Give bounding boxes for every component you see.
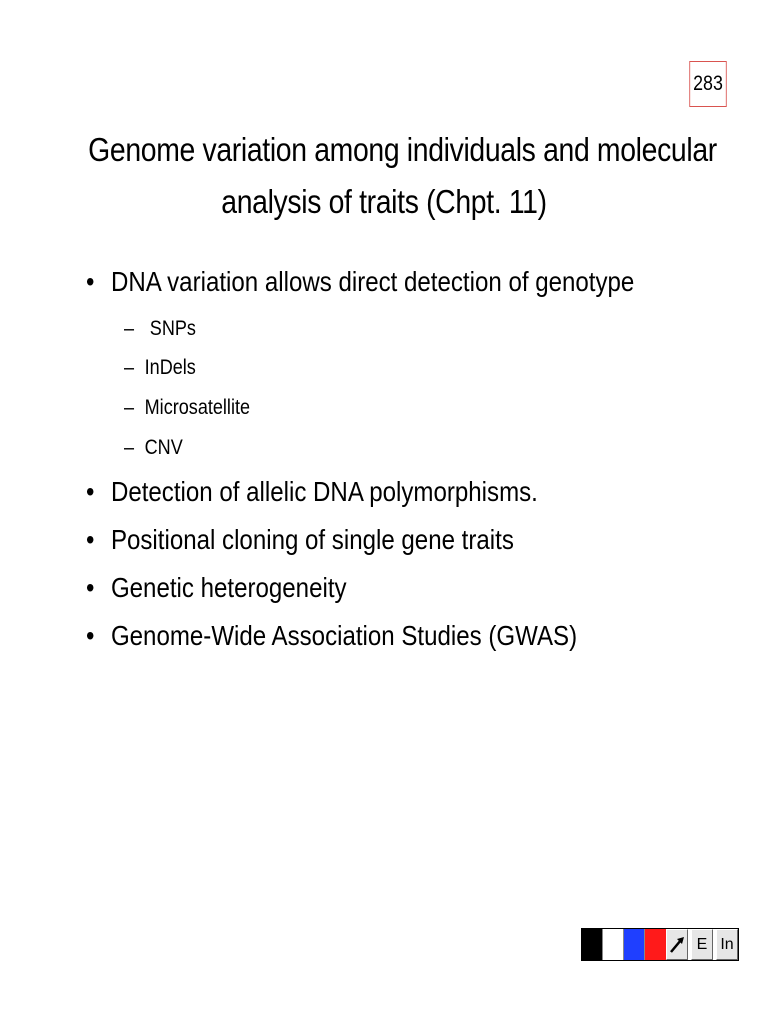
bullet-text: DNA variation allows direct detection of genotype [110, 266, 635, 297]
bullet-item [86, 266, 634, 298]
color-swatch-red[interactable] [645, 929, 666, 960]
color-swatch-black[interactable] [582, 929, 603, 960]
slide-title [40, 124, 728, 228]
sub-bullet-text: SNPs [149, 317, 196, 340]
pen-button[interactable] [666, 929, 688, 960]
color-swatch-blue[interactable] [624, 929, 645, 960]
bullet-glyph: • [86, 266, 95, 297]
bullet-glyph: • [86, 572, 95, 603]
title-line-1: Genome variation among individuals and molecular [88, 131, 717, 168]
sub-bullet-item [124, 317, 196, 341]
sub-bullet-item [124, 356, 196, 380]
sub-bullet-text: InDels [144, 356, 196, 379]
bullet-glyph: • [86, 476, 95, 507]
sub-bullet-glyph: – [124, 436, 135, 459]
bullet-text: Detection of allelic DNA polymorphisms. [110, 476, 538, 507]
sub-bullet-glyph: – [124, 317, 135, 340]
bullet-glyph: • [86, 620, 95, 651]
annotation-toolbar [581, 928, 739, 961]
sub-bullet-text: Microsatellite [144, 396, 251, 419]
sub-bullet-item [124, 436, 183, 460]
bullet-glyph: • [86, 524, 95, 555]
color-swatch-white[interactable] [603, 929, 624, 960]
slide-number: 283 [689, 61, 726, 107]
bullet-text: Genome-Wide Association Studies (GWAS) [110, 620, 578, 651]
sub-bullet-item [124, 396, 250, 420]
sub-bullet-glyph: – [124, 356, 135, 379]
bullet-item [86, 476, 538, 508]
bullet-item [86, 524, 514, 556]
eraser-button[interactable]: E [691, 929, 713, 960]
bullet-text: Positional cloning of single gene traits [110, 524, 514, 555]
title-line-2: analysis of traits (Chpt. 11) [221, 183, 547, 220]
sub-bullet-text: CNV [144, 436, 183, 459]
bullet-text: Genetic heterogeneity [110, 572, 347, 603]
sub-bullet-glyph: – [124, 396, 135, 419]
bullet-item [86, 620, 577, 652]
ink-button[interactable]: In [716, 929, 738, 960]
pen-arrow-icon [668, 935, 686, 955]
bullet-item [86, 572, 347, 604]
